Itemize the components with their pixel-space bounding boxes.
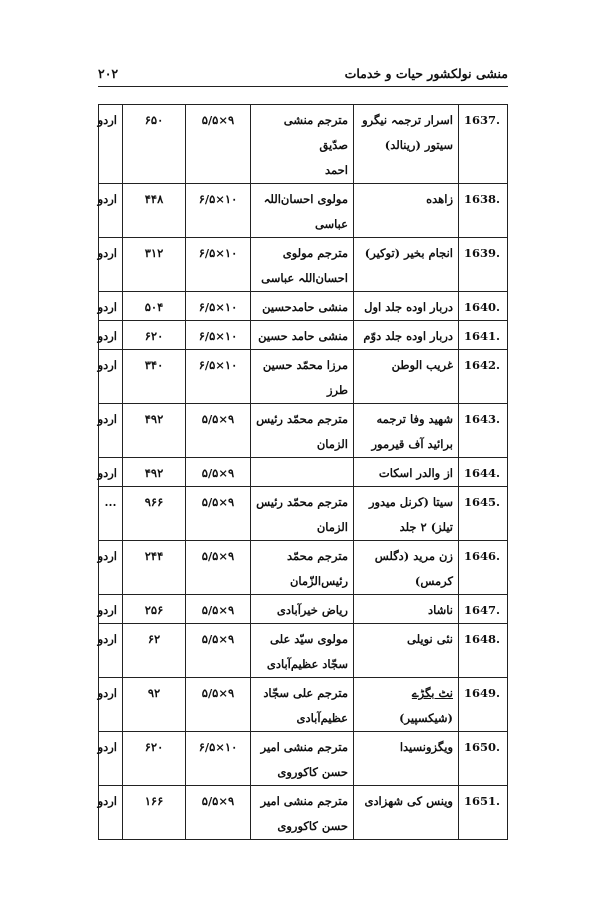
page-count: ۵۰۴ bbox=[123, 292, 186, 321]
cell-line: مترجم محمّد رئیس bbox=[256, 412, 348, 426]
entry-number: 1651. bbox=[459, 786, 508, 840]
entry-number: 1648. bbox=[459, 624, 508, 678]
book-title bbox=[354, 350, 459, 404]
book-language: اردو bbox=[99, 350, 123, 404]
book-title bbox=[354, 624, 459, 678]
entry-number: 1646. bbox=[459, 541, 508, 595]
cell-line: رئیس‌الزّمان bbox=[289, 574, 348, 588]
entry-number: 1649. bbox=[459, 678, 508, 732]
book-author bbox=[251, 541, 354, 595]
book-title bbox=[354, 678, 459, 732]
book-size: ۱۰×۶/۵ bbox=[186, 184, 251, 238]
book-size: ۹×۵/۵ bbox=[186, 595, 251, 624]
cell-line: سیتور (رینالد) bbox=[384, 138, 453, 152]
table-row bbox=[99, 732, 508, 786]
book-size: ۱۰×۶/۵ bbox=[186, 350, 251, 404]
table-row bbox=[99, 238, 508, 292]
cell-line: مترجم محمّد رئیس bbox=[256, 495, 348, 509]
book-language: اردو bbox=[99, 321, 123, 350]
book-size: ۹×۵/۵ bbox=[186, 678, 251, 732]
cell-line: نٹ بگڑے bbox=[411, 686, 453, 700]
book-language: اردو bbox=[99, 458, 123, 487]
book-language: اردو bbox=[99, 786, 123, 840]
cell-line: غریب الوطن bbox=[391, 358, 453, 372]
cell-line: مترجم علی سجّاد bbox=[263, 686, 348, 700]
table-row bbox=[99, 321, 508, 350]
book-size: ۹×۵/۵ bbox=[186, 624, 251, 678]
book-title bbox=[354, 321, 459, 350]
cell-line: شهید وفا ترجمه bbox=[376, 412, 453, 426]
book-title bbox=[354, 105, 459, 184]
cell-line: انجام بخیر (توکیر) bbox=[364, 246, 453, 260]
page-count: ۴۹۲ bbox=[123, 458, 186, 487]
table-row bbox=[99, 624, 508, 678]
cell-line: حسن کاکوروی bbox=[277, 765, 348, 779]
cell-line: مولوی سیّد علی bbox=[270, 632, 348, 646]
book-author bbox=[251, 786, 354, 840]
cell-line: دربار اوده جلد دوّم bbox=[363, 329, 453, 343]
table-row bbox=[99, 541, 508, 595]
book-language: اردو bbox=[99, 292, 123, 321]
page-header bbox=[98, 62, 508, 87]
entry-number: 1643. bbox=[459, 404, 508, 458]
book-author bbox=[251, 184, 354, 238]
cell-line: برائید آف قیرمور bbox=[371, 437, 453, 451]
page-number: ۲۰۲ bbox=[98, 66, 119, 81]
cell-line: سجّاد عظیم‌آبادی bbox=[266, 657, 348, 671]
cell-line: احمد bbox=[325, 163, 348, 177]
page-count: ۶۲۰ bbox=[123, 732, 186, 786]
book-size: ۹×۵/۵ bbox=[186, 105, 251, 184]
cell-line: کرمس) bbox=[414, 574, 453, 588]
table-row bbox=[99, 786, 508, 840]
book-language: اردو bbox=[99, 624, 123, 678]
cell-line: حسن کاکوروی bbox=[277, 819, 348, 833]
book-language: اردو bbox=[99, 105, 123, 184]
cell-line: مترجم مولوی bbox=[282, 246, 348, 260]
book-title bbox=[354, 595, 459, 624]
book-author bbox=[251, 624, 354, 678]
book-author bbox=[251, 238, 354, 292]
cell-line: وینس کی شهزادی bbox=[364, 794, 453, 808]
book-title bbox=[354, 292, 459, 321]
book-size: ۱۰×۶/۵ bbox=[186, 732, 251, 786]
book-language: اردو bbox=[99, 184, 123, 238]
entry-number: 1641. bbox=[459, 321, 508, 350]
page-count: ۳۴۰ bbox=[123, 350, 186, 404]
book-size: ۹×۵/۵ bbox=[186, 541, 251, 595]
cell-line: منشی حامد حسین bbox=[258, 329, 348, 343]
cell-line: مولوی احسان‌اللہ bbox=[263, 192, 348, 206]
entry-number: 1644. bbox=[459, 458, 508, 487]
book-author bbox=[251, 321, 354, 350]
cell-line: زاهده bbox=[426, 192, 453, 206]
page-count: ۶۵۰ bbox=[123, 105, 186, 184]
cell-line: الزمان bbox=[316, 437, 348, 451]
page-count: ۲۴۴ bbox=[123, 541, 186, 595]
cell-line: اسرار ترجمہ نیگرو bbox=[362, 113, 453, 127]
running-title: منشی نولکشور حیات و خدمات bbox=[344, 66, 508, 81]
table-row bbox=[99, 595, 508, 624]
book-size: ۱۰×۶/۵ bbox=[186, 292, 251, 321]
book-title bbox=[354, 732, 459, 786]
entry-number: 1642. bbox=[459, 350, 508, 404]
book-language: اردو bbox=[99, 732, 123, 786]
cell-line: مترجم محمّد bbox=[286, 549, 348, 563]
book-language: اردو bbox=[99, 404, 123, 458]
cell-line: ناشاد bbox=[428, 603, 453, 617]
page-count: ۲۵۶ bbox=[123, 595, 186, 624]
cell-line: منشی حامدحسین bbox=[262, 300, 348, 314]
book-author bbox=[251, 678, 354, 732]
cell-line: عظیم‌آبادی bbox=[296, 711, 348, 725]
page-count: ۹۲ bbox=[123, 678, 186, 732]
book-size: ۱۰×۶/۵ bbox=[186, 321, 251, 350]
cell-line: (شیکسپیر) bbox=[399, 711, 453, 725]
page-count: ۶۲۰ bbox=[123, 321, 186, 350]
book-size: ۹×۵/۵ bbox=[186, 404, 251, 458]
page-count: ۹۶۶ bbox=[123, 487, 186, 541]
cell-line: الزمان bbox=[316, 520, 348, 534]
entry-number: 1639. bbox=[459, 238, 508, 292]
table-row bbox=[99, 184, 508, 238]
page-count: ۴۴۸ bbox=[123, 184, 186, 238]
page-count: ۴۹۲ bbox=[123, 404, 186, 458]
book-title bbox=[354, 238, 459, 292]
book-author bbox=[251, 732, 354, 786]
entry-number: 1645. bbox=[459, 487, 508, 541]
book-language: اردو bbox=[99, 238, 123, 292]
table-row bbox=[99, 105, 508, 184]
book-author bbox=[251, 404, 354, 458]
book-language: اردو bbox=[99, 541, 123, 595]
catalog-table bbox=[98, 104, 508, 840]
book-size: ۱۰×۶/۵ bbox=[186, 238, 251, 292]
book-author bbox=[251, 105, 354, 184]
book-title bbox=[354, 786, 459, 840]
cell-line: نئی نویلی bbox=[407, 632, 453, 646]
book-language: اردو bbox=[99, 678, 123, 732]
book-title bbox=[354, 404, 459, 458]
cell-line: ریاض خیرآبادی bbox=[276, 603, 348, 617]
book-author bbox=[251, 350, 354, 404]
cell-line: طرز bbox=[326, 383, 348, 397]
book-size: ۹×۵/۵ bbox=[186, 786, 251, 840]
cell-line: مترجم منشی امیر bbox=[260, 740, 348, 754]
cell-line: تیلز) ۲ جلد bbox=[399, 520, 453, 534]
entry-number: 1638. bbox=[459, 184, 508, 238]
page-count: ۶۲ bbox=[123, 624, 186, 678]
book-author bbox=[251, 292, 354, 321]
book-size: ۹×۵/۵ bbox=[186, 458, 251, 487]
book-title bbox=[354, 541, 459, 595]
cell-line: دربار اوده جلد اول bbox=[364, 300, 453, 314]
page-count: ۳۱۲ bbox=[123, 238, 186, 292]
entry-number: 1640. bbox=[459, 292, 508, 321]
cell-line: از والدر اسکات bbox=[378, 466, 453, 480]
book-author bbox=[251, 487, 354, 541]
table-row bbox=[99, 350, 508, 404]
entry-number: 1650. bbox=[459, 732, 508, 786]
book-title bbox=[354, 458, 459, 487]
entry-number: 1647. bbox=[459, 595, 508, 624]
book-title bbox=[354, 487, 459, 541]
book-language: ... bbox=[99, 487, 123, 541]
book-author bbox=[251, 595, 354, 624]
table-row bbox=[99, 487, 508, 541]
cell-line: ویگزونسیدا bbox=[399, 740, 453, 754]
book-author bbox=[251, 458, 354, 487]
cell-line: سیتا (کرنل میدور bbox=[368, 495, 453, 509]
book-language: اردو bbox=[99, 595, 123, 624]
cell-line: مترجم منشی صدّیق bbox=[283, 113, 348, 152]
table-row bbox=[99, 458, 508, 487]
cell-line: مرزا محمّد حسین bbox=[262, 358, 348, 372]
table-row bbox=[99, 292, 508, 321]
cell-line: عباسی bbox=[314, 217, 348, 231]
table-row bbox=[99, 678, 508, 732]
cell-line: مترجم منشی امیر bbox=[260, 794, 348, 808]
book-title bbox=[354, 184, 459, 238]
cell-line: احسان‌اللہ عباسی bbox=[261, 271, 348, 285]
book-size: ۹×۵/۵ bbox=[186, 487, 251, 541]
entry-number: 1637. bbox=[459, 105, 508, 184]
cell-line: زن مرید (دگلس bbox=[374, 549, 453, 563]
table-row bbox=[99, 404, 508, 458]
page-count: ۱۶۶ bbox=[123, 786, 186, 840]
